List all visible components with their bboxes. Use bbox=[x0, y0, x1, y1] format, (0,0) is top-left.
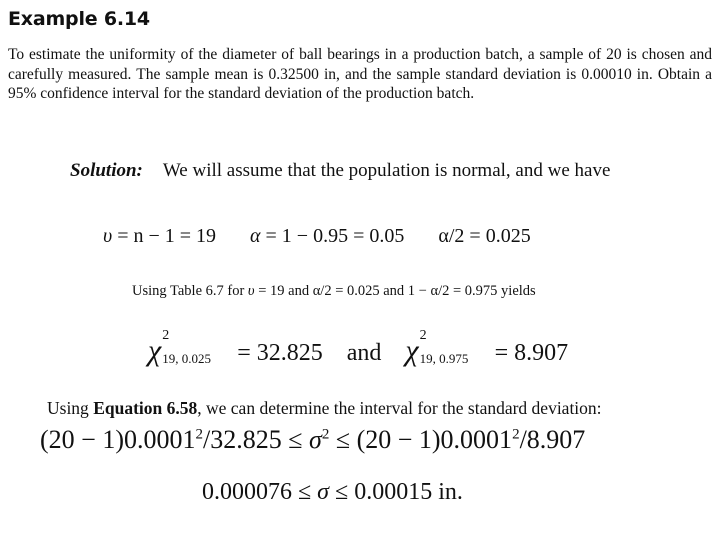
alpha-symbol: α bbox=[250, 225, 261, 247]
chi-square-values bbox=[148, 328, 569, 368]
nu-definition: = n − 1 = 19 bbox=[117, 225, 217, 247]
sigma-squared: σ bbox=[308, 425, 322, 454]
equation-reference-line bbox=[47, 398, 602, 419]
table-lookup-prefix: Using Table 6.7 for bbox=[132, 283, 245, 299]
sigma-sup: 2 bbox=[321, 426, 330, 443]
chi-superscript-1: 2 bbox=[162, 328, 170, 343]
table-lookup-values: = 19 and α/2 = 0.025 and 1 − α/2 = 0.975 yields bbox=[258, 283, 536, 299]
problem-statement: To estimate the uniformity of the diameter of ball bearings in a production batch, a sample of 20 is chosen and carefully measured. The sample mean is 0.32500 in, and the sample standard deviation is 0.00010 in. Obtain a 95% confidence interval for the standard deviation of the production batch. bbox=[8, 46, 712, 102]
solution-text: We will assume that the population is normal, and we have bbox=[162, 160, 611, 181]
sigma-symbol: σ bbox=[317, 479, 330, 505]
chi-subscript-2: 19, 0.975 bbox=[419, 351, 469, 366]
equation-reference-prefix: Using bbox=[47, 398, 89, 418]
chi-value-1: = 32.825 bbox=[237, 340, 323, 366]
chi-superscript-2: 2 bbox=[419, 328, 427, 343]
nu-symbol-small: υ bbox=[247, 283, 255, 299]
ineq-left-sup: 2 bbox=[195, 426, 203, 443]
half-alpha-definition: α/2 = 0.025 bbox=[438, 225, 531, 247]
equation-reference-name: Equation 6.58 bbox=[93, 398, 198, 418]
table-lookup-line bbox=[132, 283, 536, 300]
ineq-left-b: /32.825 ≤ bbox=[202, 425, 303, 454]
result-high: ≤ 0.00015 in. bbox=[335, 479, 463, 505]
ineq-middle: ≤ (20 − 1)0.0001 bbox=[335, 425, 513, 454]
chi-indices-2 bbox=[419, 328, 489, 366]
ineq-right: /8.907 bbox=[519, 425, 586, 454]
chi-symbol-2: χ bbox=[405, 334, 419, 367]
chi-symbol-1: χ bbox=[148, 334, 162, 367]
chi-value-2: = 8.907 bbox=[494, 340, 569, 366]
alpha-definition: = 1 − 0.95 = 0.05 bbox=[265, 225, 405, 247]
ineq-right-sup: 2 bbox=[512, 426, 520, 443]
chi-subscript-1: 19, 0.025 bbox=[162, 351, 211, 366]
chi-and-word: and bbox=[346, 340, 382, 366]
nu-symbol: υ bbox=[103, 225, 113, 247]
solution-line bbox=[70, 160, 610, 182]
equation-reference-suffix: , we can determine the interval for the standard deviation: bbox=[197, 398, 602, 418]
chi-indices-1 bbox=[161, 328, 231, 366]
solution-label: Solution: bbox=[70, 160, 143, 181]
degrees-of-freedom-equation bbox=[103, 225, 531, 248]
example-heading: Example 6.14 bbox=[8, 8, 150, 30]
variance-inequality bbox=[40, 425, 585, 455]
result-low: 0.000076 ≤ bbox=[202, 479, 312, 505]
sigma-interval-result bbox=[202, 479, 463, 506]
ineq-left-a: (20 − 1)0.0001 bbox=[40, 425, 196, 454]
